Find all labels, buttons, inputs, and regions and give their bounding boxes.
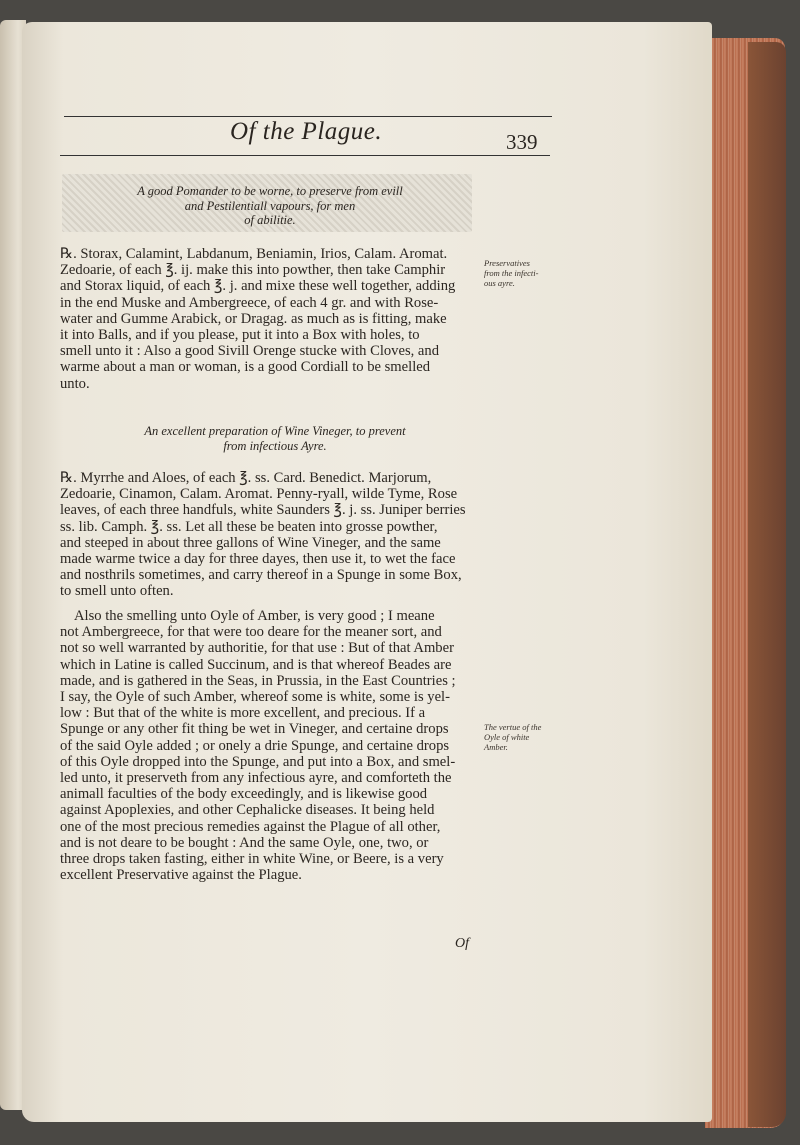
book-cover-edge	[748, 42, 786, 1127]
margin-note-line: ous ayre.	[484, 278, 515, 288]
text-line: ss. lib. Camph. ℥. ss. Let all these be beaten into grosse powther,	[60, 518, 438, 535]
paragraph-amber	[60, 608, 482, 883]
text-line: ℞. Myrrhe and Aloes, of each ℥. ss. Card. Benedict. Marjorum,	[60, 470, 432, 486]
margin-note-preservatives	[484, 258, 546, 288]
text-line: of the said Oyle added ; or onely a drie Spunge, and certaine drops	[60, 737, 450, 754]
text-line: to smell unto often.	[60, 583, 174, 600]
heading-line: An excellent preparation of Wine Vineger, to prevent	[144, 424, 406, 438]
text-line: Spunge or any other fit thing be wet in Vineger, and certaine drops	[60, 721, 449, 738]
text-line: leaves, of each three handfuls, white Saunders ℥. j. ss. Juniper berries	[60, 502, 466, 519]
header-top-rule	[64, 116, 552, 117]
page-number: 339	[506, 130, 538, 154]
section-heading-vineger	[90, 424, 460, 453]
running-head: Of the Plague.	[230, 118, 383, 145]
text-line: led unto, it preserveth from any infectious ayre, and comforteth the	[60, 770, 452, 787]
paragraph-pomander	[60, 246, 482, 392]
text-line: and steeped in about three gallons of Wine Vineger, and the same	[60, 534, 441, 551]
text-line: one of the most precious remedies against the Plague of all other,	[60, 818, 441, 835]
margin-note-amber	[484, 722, 546, 752]
text-line: not Ambergreece, for that were too deare for the meaner sort, and	[60, 624, 442, 641]
margin-note-line: The vertue of the	[484, 722, 542, 732]
text-line: against Apoplexies, and other Cephalicke diseases. It being held	[60, 802, 435, 819]
paragraph-vineger	[60, 470, 482, 600]
text-line: of this Oyle dropped into the Spunge, and put into a Box, and smel-	[60, 753, 456, 770]
margin-note-line: Amber.	[484, 742, 508, 752]
heading-line: and Pestilentiall vapours, for men	[184, 198, 356, 213]
text-line: which in Latine is called Succinum, and is that whereof Beades are	[60, 656, 452, 673]
text-line: and nosthrils sometimes, and carry thereof in a Spunge in some Box,	[60, 567, 462, 584]
text-line: ℞. Storax, Calamint, Labdanum, Beniamin, Irios, Calam. Aromat.	[60, 246, 448, 262]
text-line: made warme twice a day for three dayes, then use it, to wet the face	[60, 551, 456, 568]
section-heading-pomander	[70, 184, 470, 228]
margin-note-line: Preservatives	[484, 258, 530, 268]
text-line: Also the smelling unto Oyle of Amber, is very good ; I meane	[74, 608, 435, 624]
text-line: unto.	[60, 375, 90, 392]
text-line: low : But that of the white is more excellent, and precious. If a	[60, 705, 426, 722]
margin-note-line: from the infecti-	[484, 268, 539, 278]
text-line: I say, the Oyle of such Amber, whereof some is white, some is yel-	[60, 689, 450, 706]
heading-line: A good Pomander to be worne, to preserve from evill	[137, 184, 403, 198]
text-line: and Storax liquid, of each ℥. j. and mixe these well together, adding	[60, 278, 456, 295]
text-line: made, and is gathered in the Seas, in Prussia, in the East Countries ;	[60, 672, 456, 689]
text-line: Zedoarie, Cinamon, Calam. Aromat. Penny-ryall, wilde Tyme, Rose	[60, 486, 458, 503]
text-line: warme about a man or woman, is a good Cordiall to be smelled	[60, 359, 431, 376]
catchword: Of	[455, 936, 469, 951]
text-line: Zedoarie, of each ℥. ij. make this into powther, then take Camphir	[60, 262, 446, 279]
text-line: smell unto it : Also a good Sivill Orenge stucke with Cloves, and	[60, 343, 440, 360]
text-line: three drops taken fasting, either in white Wine, or Beere, is a very	[60, 851, 444, 868]
text-line: not so well warranted by authoritie, for that use : But of that Amber	[60, 640, 454, 657]
text-line: animall faculties of the body exceedingly, and is likewise good	[60, 786, 428, 803]
heading-line: from infectious Ayre.	[223, 438, 327, 453]
heading-line: of abilitie.	[244, 213, 296, 227]
text-line: in the end Muske and Ambergreece, of each 4 gr. and with Rose-	[60, 294, 439, 311]
margin-note-line: Oyle of white	[484, 732, 530, 742]
header-bottom-rule	[60, 155, 550, 156]
text-line: excellent Preservative against the Plague.	[60, 867, 302, 884]
text-line: it into Balls, and if you please, put it into a Box with holes, to	[60, 327, 420, 344]
text-line: and is not deare to be bought : And the same Oyle, one, two, or	[60, 834, 429, 851]
text-line: water and Gumme Arabick, or Dragag. as much as is fitting, make	[60, 310, 447, 327]
